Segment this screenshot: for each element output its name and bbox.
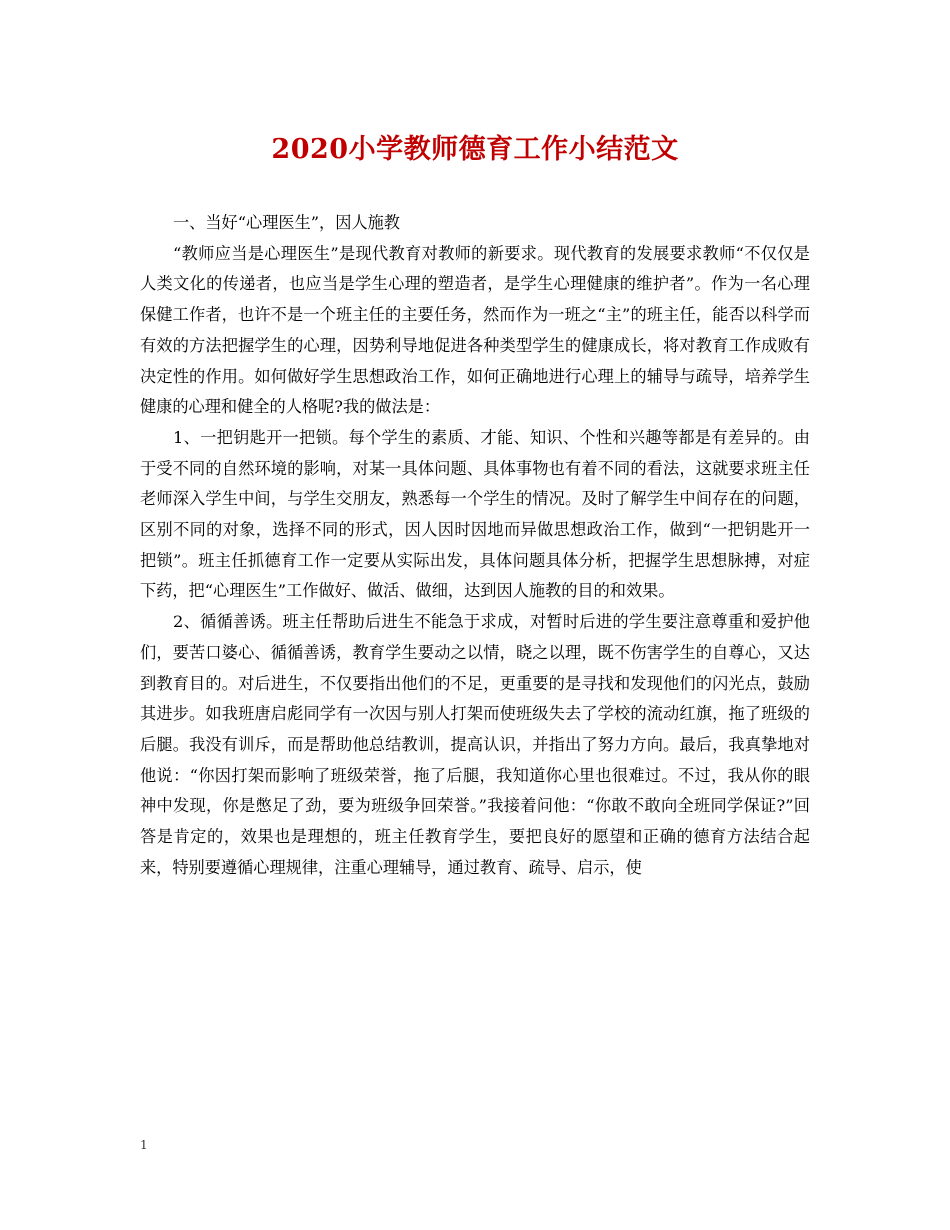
paragraph-point-2: 2、循循善诱。班主任帮助后进生不能急于求成，对暂时后进的学生要注意尊重和爱护他们，要苦口婆心、循循善诱，教育学生要动之以情，晓之以理，既不伤害学生的自尊心，又达到教育目的。对后进生，不仅要指出他们的不足，更重要的是寻找和发现他们的闪光点，鼓励其进步。如我班唐启彪同学有一次因与别人打架而使班级失去了学校的流动红旗，拖了班级的后腿。我没有训斥，而是帮助他总结教训，提高认识，并指出了努力方向。最后，我真挚地对他说：“你因打架而影响了班级荣誉，拖了后腿，我知道你心里也很难过。不过，我从你的眼神中发现，你是憋足了劲，要为班级争回荣誉。”我接着问他：“你敢不敢向全班同学保证?”回答是肯定的，效果也是理想的，班主任教育学生，要把良好的愿望和正确的德育方法结合起来，特别要遵循心理规律，注重心理辅导，通过教育、疏导、启示，使 [140, 612, 810, 877]
document-title: 2020小学教师德育工作小结范文 [271, 134, 679, 165]
section-heading: 一、当好“心理医生”，因人施教 [173, 213, 400, 232]
page-number: 1 [140, 1138, 148, 1152]
paragraph-intro: “教师应当是心理医生”是现代教育对教师的新要求。现代教育的发展要求教师“不仅仅是人类文化的传递者，也应当是学生心理的塑造者，是学生心理健康的维护者”。作为一名心理保健工作者，也许不是一个班主任的主要任务，然而作为一班之“主”的班主任，能否以科学而有效的方法把握学生的心理，因势利导地促进各种类型学生的健康成长，将对教育工作成败有决定性的作用。如何做好学生思想政治工作，如何正确地进行心理上的辅导与疏导，培养学生健康的心理和健全的人格呢?我的做法是： [140, 243, 810, 417]
paragraph-point-1: 1、一把钥匙开一把锁。每个学生的素质、才能、知识、个性和兴趣等都是有差异的。由于受不同的自然环境的影响，对某一具体问题、具体事物也有着不同的看法，这就要求班主任老师深入学生中间，与学生交朋友，熟悉每一个学生的情况。及时了解学生中间存在的问题，区别不同的对象，选择不同的形式，因人因时因地而异做思想政治工作，做到“一把钥匙开一把锁”。班主任抓德育工作一定要从实际出发，具体问题具体分析，把握学生思想脉搏，对症下药，把“心理医生”工作做好、做活、做细，达到因人施教的目的和效果。 [140, 427, 810, 601]
document-body [140, 208, 810, 883]
